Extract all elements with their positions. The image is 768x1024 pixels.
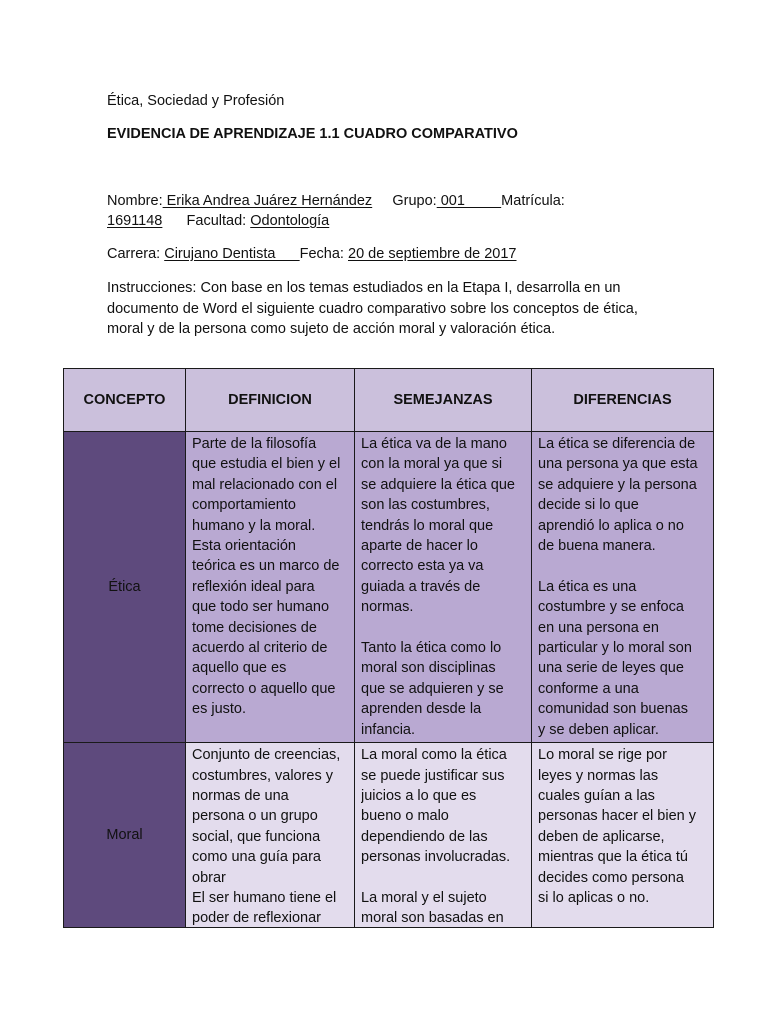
facultad-value: Odontología — [250, 213, 330, 229]
fecha-value: 20 de septiembre de 2017 — [348, 246, 517, 262]
header-diferencias: DIFERENCIAS — [532, 369, 714, 432]
subject-line: Ética, Sociedad y Profesión — [107, 93, 285, 109]
table-row — [64, 743, 714, 928]
student-info-line-1 — [107, 191, 565, 211]
header-semejanzas: SEMEJANZAS — [355, 369, 532, 432]
header-definicion: DEFINICION — [186, 369, 355, 432]
instructions-paragraph: Instrucciones: Con base en los temas estudiados en la Etapa I, desarrolla en un documento de Word el siguiente cuadro comparativo sobre los conceptos de ética, moral y de la persona como sujeto de acción moral y valoración ética. — [107, 280, 638, 337]
diferencias-cell — [532, 743, 714, 928]
facultad-label: Facultad: — [186, 213, 247, 229]
carrera-label: Carrera: — [107, 246, 161, 262]
grupo-value: 001 — [436, 193, 502, 209]
semejanzas-text: La moral como la ética se puede justificar sus juicios a lo que es bueno o malo dependiendo de las personas involucradas. La moral y el sujeto moral son basadas en — [361, 747, 511, 926]
definicion-cell: Parte de la filosofía que estudia el bien y el mal relacionado con el comportamiento humano y la moral. Esta orientación teórica es un marco de reflexión ideal para que todo ser humano tome decisiones de acuerdo al criterio de aquello que es correcto o aquello que es justo. — [186, 432, 355, 743]
definicion-cell — [186, 743, 355, 928]
header-concepto: CONCEPTO — [64, 369, 186, 432]
document-title: EVIDENCIA DE APRENDIZAJE 1.1 CUADRO COMPARATIVO — [107, 126, 518, 142]
spacer — [162, 213, 186, 229]
matricula-value: 1691148 — [107, 213, 163, 229]
definicion-text: Conjunto de creencias, costumbres, valores y normas de una persona o un grupo social, que funciona como una guía para obrar El ser humano tiene el poder de reflexionar — [192, 747, 341, 926]
table-header-row — [64, 369, 714, 432]
diferencias-text: Lo moral se rige por leyes y normas las cuales guían a las personas hacer el bien y deben de aplicarse, mientras que la ética tú decides como persona si lo aplicas o no. — [538, 747, 696, 906]
spacer — [372, 193, 392, 209]
table-row — [64, 432, 714, 743]
matricula-label: Matrícula: — [501, 193, 565, 209]
grupo-label: Grupo: — [392, 193, 437, 209]
diferencias-cell: La ética se diferencia de una persona ya que esta se adquiere y la persona decide si lo que aprendió lo aplica o no de buena manera. La ética es una costumbre y se enfoca en una persona en particular y lo moral son una serie de leyes que conforme a una comunidad son buenas y se deben aplicar. — [532, 432, 714, 743]
semejanzas-cell — [355, 743, 532, 928]
concept-cell-moral: Moral — [64, 743, 186, 928]
fecha-label: Fecha: — [299, 246, 344, 262]
semejanzas-cell: La ética va de la mano con la moral ya que si se adquiere la ética que son las costumbres, tendrás lo moral que aparte de hacer lo correcto esta ya va guiada a través de normas. Tanto la ética como lo moral son disciplinas que se adquieren y se aprenden desde la infancia. — [355, 432, 532, 743]
student-info-line-2 — [107, 211, 329, 231]
nombre-label: Nombre: — [107, 193, 163, 209]
concept-cell-etica: Ética — [64, 432, 186, 743]
nombre-value: Erika Andrea Juárez Hernández — [162, 193, 373, 209]
carrera-value: Cirujano Dentista — [164, 246, 300, 262]
comparison-table — [63, 368, 714, 928]
student-info-line-3 — [107, 244, 517, 264]
